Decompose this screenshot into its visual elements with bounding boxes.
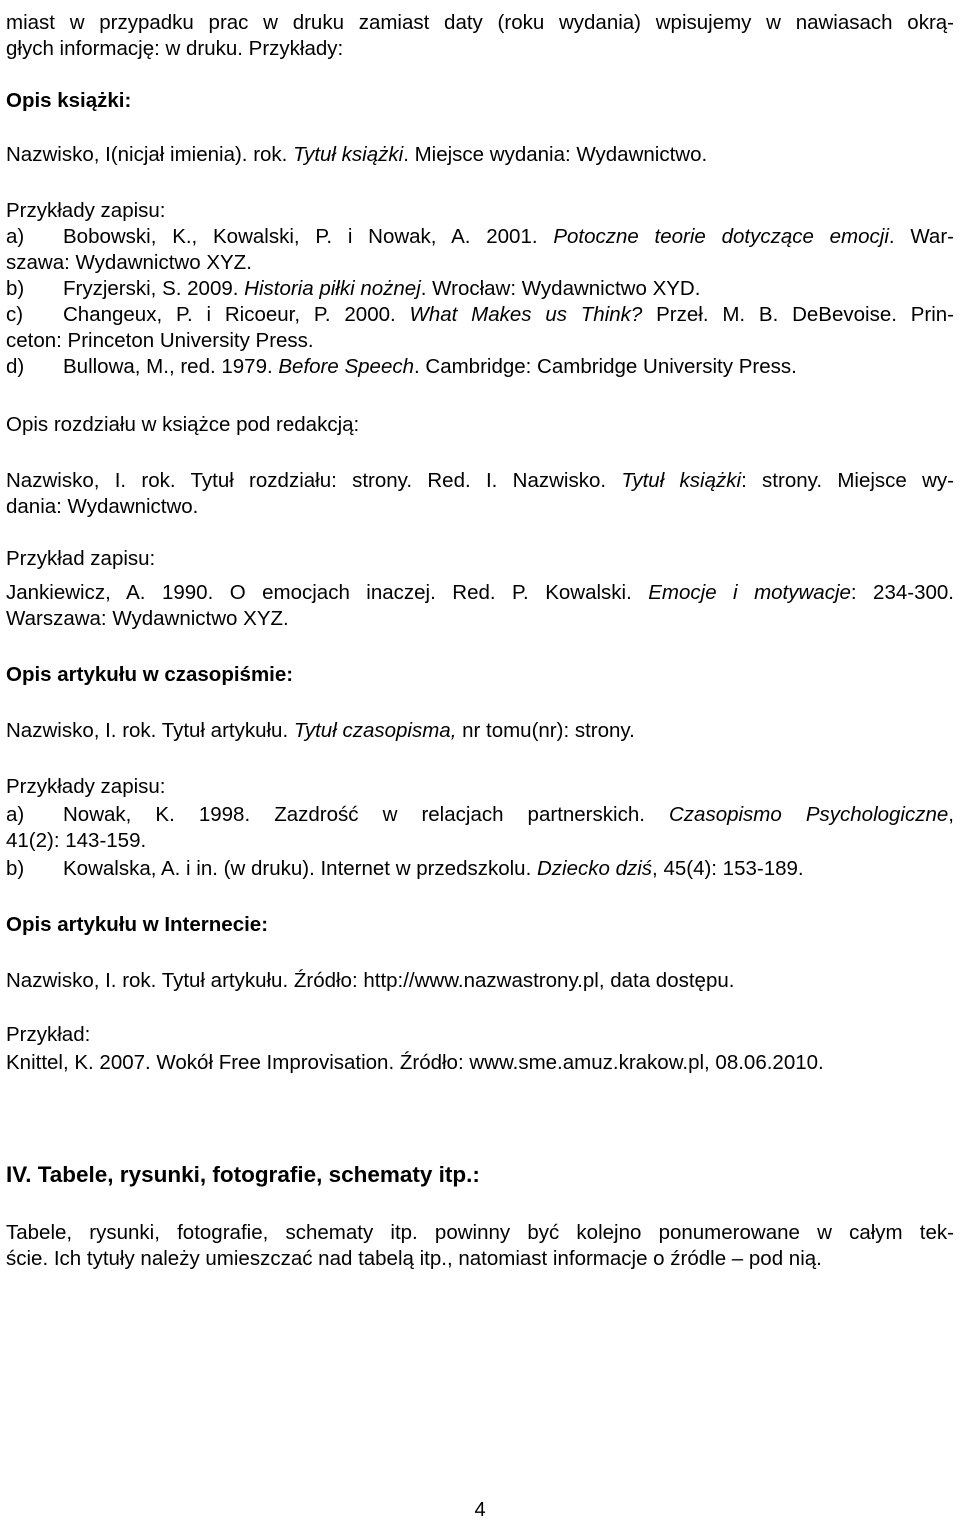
journal-example-b: b) Kowalska, A. i in. (w druku). Internet w przedszkolu. Dziecko dziś, 45(4): 153-189.	[6, 857, 804, 880]
book-example-b: b) Fryzjerski, S. 2009. Historia piłki nożnej. Wrocław: Wydawnictwo XYD.	[6, 277, 701, 300]
journal-example-a: a) Nowak, K. 1998. Zazdrość w relacjach partnerskich. Czasopismo Psychologiczne,	[6, 803, 954, 826]
internet-example-label: Przykład:	[6, 1023, 91, 1046]
page-number: 4	[474, 1499, 486, 1521]
journal-examples-label: Przykłady zapisu:	[6, 775, 166, 798]
book-example-a-cont: szawa: Wydawnictwo XYZ.	[6, 251, 252, 274]
section-heading: IV. Tabele, rysunki, fotografie, schematy itp.:	[6, 1162, 480, 1187]
intro-line-1: miast w przypadku prac w druku zamiast daty (roku wydania) wpisujemy w nawiasach okrą-	[6, 11, 954, 34]
book-examples-label: Przykłady zapisu:	[6, 199, 166, 222]
chapter-example: Jankiewicz, A. 1990. O emocjach inaczej. Red. P. Kowalski. Emocje i motywacje: 234-300. Warszawa: Wydawnictwo XYZ.	[6, 581, 954, 630]
heading-book: Opis książki:	[6, 89, 132, 112]
book-format: Nazwisko, I(nicjał imienia). rok. Tytuł książki. Miejsce wydania: Wydawnictwo.	[6, 143, 708, 166]
heading-chapter: Opis rozdziału w książce pod redakcją:	[6, 413, 360, 436]
chapter-format: Nazwisko, I. rok. Tytuł rozdziału: strony. Red. I. Nazwisko. Tytuł książki: strony. Miejsce wy- dania: Wydawnictwo.	[6, 469, 954, 518]
book-example-a: a) Bobowski, K., Kowalski, P. i Nowak, A. 2001. Potoczne teorie dotyczące emocji. War-	[6, 225, 954, 248]
internet-example: Knittel, K. 2007. Wokół Free Improvisation. Źródło: www.sme.amuz.krakow.pl, 08.06.2010.	[6, 1051, 824, 1074]
heading-journal: Opis artykułu w czasopiśmie:	[6, 663, 294, 686]
section-paragraph: Tabele, rysunki, fotografie, schematy itp. powinny być kolejno ponumerowane w całym tek- ście. Ich tytuły należy umieszczać nad tabelą itp., natomiast informacje o źródle – pod nią.	[6, 1221, 954, 1270]
intro-paragraph	[6, 10, 954, 62]
book-example-d: d) Bullowa, M., red. 1979. Before Speech. Cambridge: Cambridge University Press.	[6, 355, 797, 378]
journal-example-a-cont: 41(2): 143-159.	[6, 829, 147, 852]
chapter-example-label: Przykład zapisu:	[6, 547, 156, 570]
journal-format: Nazwisko, I. rok. Tytuł artykułu. Tytuł czasopisma, nr tomu(nr): strony.	[6, 719, 635, 742]
book-example-c: c) Changeux, P. i Ricoeur, P. 2000. What Makes us Think? Przeł. M. B. DeBevoise. Prin-	[6, 303, 955, 326]
internet-format: Nazwisko, I. rok. Tytuł artykułu. Źródło: http://www.nazwastrony.pl, data dostępu.	[6, 969, 735, 992]
intro-line-2: głych informację: w druku. Przykłady:	[6, 37, 344, 60]
heading-internet: Opis artykułu w Internecie:	[6, 913, 269, 936]
book-example-c-cont: ceton: Princeton University Press.	[6, 329, 314, 352]
